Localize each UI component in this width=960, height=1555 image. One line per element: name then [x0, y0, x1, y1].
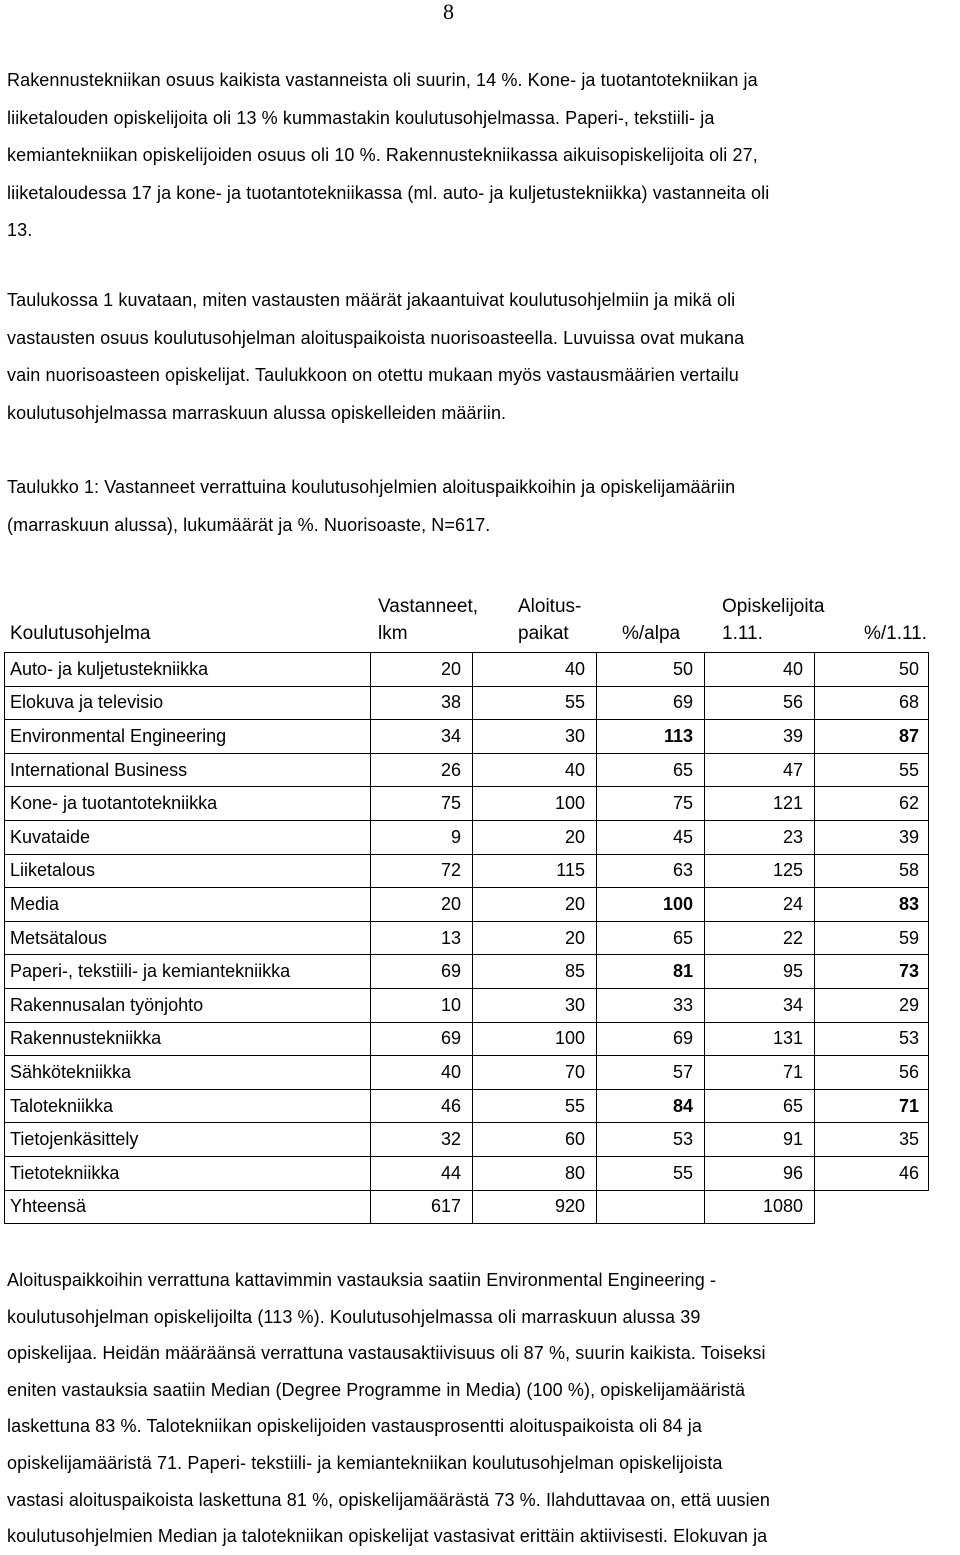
- cell-pct-places: 63: [597, 854, 705, 888]
- cell-places: 115: [473, 854, 597, 888]
- cell-pct-places: 84: [597, 1089, 705, 1123]
- cell-places: 100: [473, 787, 597, 821]
- cell-students: 23: [705, 820, 815, 854]
- table-row: [5, 720, 929, 754]
- cell-respondents: 75: [371, 787, 473, 821]
- table-row: [5, 955, 929, 989]
- cell-programme: Rakennustekniikka: [5, 1022, 371, 1056]
- cell-pct-places: 69: [597, 1022, 705, 1056]
- cell-places: 80: [473, 1156, 597, 1190]
- cell-total-pct-places: [597, 1190, 705, 1224]
- table-row: [5, 787, 929, 821]
- cell-places: 70: [473, 1056, 597, 1090]
- cell-students: 22: [705, 921, 815, 955]
- cell-pct-places: 75: [597, 787, 705, 821]
- header-respondents: [378, 593, 478, 647]
- cell-programme: Kuvataide: [5, 820, 371, 854]
- cell-pct-places: 55: [597, 1156, 705, 1190]
- text-line: koulutusohjelmassa marraskuun alussa opiskelleiden määriin.: [7, 402, 507, 423]
- text-line: kemiantekniikan opiskelijoiden osuus oli 10 %. Rakennustekniikassa aikuisopiskelijoita oli 27,: [7, 145, 758, 165]
- header-places-line1: Aloitus-: [518, 596, 582, 617]
- cell-programme: Metsätalous: [5, 921, 371, 955]
- cell-programme: Tietojenkäsittely: [5, 1123, 371, 1157]
- cell-pct-students: 83: [815, 888, 929, 922]
- table-row: [5, 1156, 929, 1190]
- cell-places: 20: [473, 820, 597, 854]
- table-total-row: [5, 1190, 929, 1224]
- cell-pct-students: 39: [815, 820, 929, 854]
- cell-pct-places: 57: [597, 1056, 705, 1090]
- cell-respondents: 32: [371, 1123, 473, 1157]
- table-row: [5, 888, 929, 922]
- paragraph-table-description: [7, 282, 947, 432]
- cell-programme: Environmental Engineering: [5, 720, 371, 754]
- cell-total-students: 1080: [705, 1190, 815, 1224]
- table-row: [5, 921, 929, 955]
- text-line: eniten vastauksia saatiin Median (Degree Programme in Media) (100 %), opiskelijamääristä: [7, 1379, 746, 1400]
- cell-students: 39: [705, 720, 815, 754]
- text-line: vastausten osuus koulutusohjelman aloituspaikoista nuorisoasteella. Luvuissa ovat mukana: [7, 327, 745, 348]
- cell-pct-students: 46: [815, 1156, 929, 1190]
- cell-respondents: 9: [371, 820, 473, 854]
- cell-pct-students: 56: [815, 1056, 929, 1090]
- table-row: [5, 988, 929, 1022]
- table-row: [5, 753, 929, 787]
- cell-students: 56: [705, 686, 815, 720]
- cell-pct-places: 45: [597, 820, 705, 854]
- cell-places: 55: [473, 686, 597, 720]
- header-students-line1: Opiskelijoita: [722, 596, 825, 617]
- text-line: Taulukko 1: Vastanneet verrattuina koulutusohjelmien aloituspaikkoihin ja opiskelijamääriin: [7, 477, 736, 497]
- cell-respondents: 40: [371, 1056, 473, 1090]
- header-programme: Koulutusohjelma: [10, 623, 151, 644]
- text-line: Taulukossa 1 kuvataan, miten vastausten määrät jakaantuivat koulutusohjelmiin ja mikä oli: [7, 290, 736, 310]
- cell-pct-students: 62: [815, 787, 929, 821]
- table-caption: [7, 469, 947, 544]
- cell-programme: Auto- ja kuljetustekniikka: [5, 653, 371, 687]
- cell-pct-places: 69: [597, 686, 705, 720]
- cell-programme: Paperi-, tekstiili- ja kemiantekniikka: [5, 955, 371, 989]
- cell-places: 20: [473, 888, 597, 922]
- text-line: 13.: [7, 220, 33, 240]
- cell-students: 125: [705, 854, 815, 888]
- cell-pct-places: 81: [597, 955, 705, 989]
- table-row: [5, 1056, 929, 1090]
- cell-places: 40: [473, 753, 597, 787]
- header-students-line2: 1.11.: [722, 623, 763, 644]
- cell-programme: Sähkötekniikka: [5, 1056, 371, 1090]
- cell-respondents: 10: [371, 988, 473, 1022]
- cell-places: 30: [473, 720, 597, 754]
- header-places-line2: paikat: [518, 623, 569, 644]
- text-line: laskettuna 83 %. Talotekniikan opiskelijoiden vastausprosentti aloituspaikoista oli 84 ja: [7, 1416, 702, 1437]
- text-line: liiketalouden opiskelijoita oli 13 % kummastakin koulutusohjelmassa. Paperi-, tekstiili- ja: [7, 107, 715, 128]
- cell-respondents: 44: [371, 1156, 473, 1190]
- cell-students: 96: [705, 1156, 815, 1190]
- paragraph-intro: [7, 62, 947, 250]
- cell-respondents: 46: [371, 1089, 473, 1123]
- header-respondents-line2: lkm: [378, 623, 408, 644]
- cell-total-places: 920: [473, 1190, 597, 1224]
- cell-total-label: Yhteensä: [5, 1190, 371, 1224]
- cell-places: 20: [473, 921, 597, 955]
- table-row: [5, 854, 929, 888]
- text-line: Aloituspaikkoihin verrattuna kattavimmin vastauksia saatiin Environmental Engineering -: [7, 1270, 717, 1290]
- header-students: [722, 593, 824, 647]
- cell-pct-students: 55: [815, 753, 929, 787]
- table-row: [5, 1089, 929, 1123]
- text-line: vain nuorisoasteen opiskelijat. Taulukkoon on otettu mukaan myös vastausmäärien vertailu: [7, 365, 739, 385]
- cell-pct-students: 71: [815, 1089, 929, 1123]
- cell-students: 91: [705, 1123, 815, 1157]
- cell-programme: Kone- ja tuotantotekniikka: [5, 787, 371, 821]
- cell-places: 55: [473, 1089, 597, 1123]
- table-header: [0, 590, 960, 650]
- cell-respondents: 13: [371, 921, 473, 955]
- cell-respondents: 26: [371, 753, 473, 787]
- cell-programme: Rakennusalan työnjohto: [5, 988, 371, 1022]
- text-line: koulutusohjelmien Median ja talotekniikan opiskelijat vastasivat erittäin aktiivisesti. Elokuvan ja: [7, 1526, 768, 1547]
- cell-programme: Talotekniikka: [5, 1089, 371, 1123]
- cell-students: 40: [705, 653, 815, 687]
- cell-students: 34: [705, 988, 815, 1022]
- cell-respondents: 38: [371, 686, 473, 720]
- text-line: vastasi aloituspaikoista laskettuna 81 %, opiskelijamäärästä 73 %. Ilahduttavaa on, että uusien: [7, 1489, 770, 1510]
- text-line: liiketaloudessa 17 ja kone- ja tuotantotekniikassa (ml. auto- ja kuljetustekniikka) vastanneita oli: [7, 182, 770, 203]
- cell-respondents: 69: [371, 955, 473, 989]
- cell-pct-students: 50: [815, 653, 929, 687]
- cell-respondents: 20: [371, 888, 473, 922]
- header-respondents-line1: Vastanneet,: [378, 596, 479, 617]
- cell-places: 100: [473, 1022, 597, 1056]
- cell-total-respondents: 617: [371, 1190, 473, 1224]
- cell-students: 71: [705, 1056, 815, 1090]
- cell-pct-students: 59: [815, 921, 929, 955]
- paragraph-analysis: [7, 1262, 947, 1555]
- text-line: (marraskuun alussa), lukumäärät ja %. Nuorisoaste, N=617.: [7, 514, 491, 535]
- cell-pct-places: 113: [597, 720, 705, 754]
- cell-pct-students: 87: [815, 720, 929, 754]
- header-places: [518, 593, 581, 647]
- cell-pct-students: 29: [815, 988, 929, 1022]
- cell-students: 95: [705, 955, 815, 989]
- text-line: Rakennustekniikan osuus kaikista vastanneista oli suurin, 14 %. Kone- ja tuotantotekniikan ja: [7, 70, 758, 90]
- cell-students: 121: [705, 787, 815, 821]
- cell-places: 60: [473, 1123, 597, 1157]
- cell-respondents: 34: [371, 720, 473, 754]
- cell-pct-students: 58: [815, 854, 929, 888]
- table-row: [5, 686, 929, 720]
- cell-pct-places: 65: [597, 921, 705, 955]
- table-row: [5, 820, 929, 854]
- cell-pct-places: 50: [597, 653, 705, 687]
- text-line: opiskelijaa. Heidän määräänsä verrattuna vastausaktiivisuus oli 87 %, suurin kaikista. Toiseksi: [7, 1343, 766, 1364]
- table-row: [5, 653, 929, 687]
- cell-students: 131: [705, 1022, 815, 1056]
- cell-programme: International Business: [5, 753, 371, 787]
- page-number: 8: [443, 0, 454, 24]
- cell-pct-students: 53: [815, 1022, 929, 1056]
- cell-students: 24: [705, 888, 815, 922]
- cell-respondents: 69: [371, 1022, 473, 1056]
- cell-pct-students: 68: [815, 686, 929, 720]
- table-row: [5, 1022, 929, 1056]
- cell-programme: Elokuva ja televisio: [5, 686, 371, 720]
- cell-pct-students: 73: [815, 955, 929, 989]
- cell-places: 40: [473, 653, 597, 687]
- results-table: [4, 652, 929, 1224]
- header-pct-places: %/alpa: [622, 623, 681, 644]
- cell-respondents: 20: [371, 653, 473, 687]
- text-line: koulutusohjelman opiskelijoilta (113 %). Koulutusohjelmassa oli marraskuun alussa 39: [7, 1306, 701, 1327]
- cell-programme: Tietotekniikka: [5, 1156, 371, 1190]
- cell-respondents: 72: [371, 854, 473, 888]
- cell-students: 65: [705, 1089, 815, 1123]
- cell-total-pct-students: [815, 1190, 929, 1224]
- cell-students: 47: [705, 753, 815, 787]
- cell-pct-places: 100: [597, 888, 705, 922]
- cell-pct-places: 65: [597, 753, 705, 787]
- cell-programme: Liiketalous: [5, 854, 371, 888]
- header-pct-students: %/1.11.: [864, 623, 928, 644]
- cell-pct-places: 33: [597, 988, 705, 1022]
- cell-pct-places: 53: [597, 1123, 705, 1157]
- text-line: opiskelijamääristä 71. Paperi- tekstiili- ja kemiantekniikan koulutusohjelman opiskelijoista: [7, 1452, 723, 1473]
- table-row: [5, 1123, 929, 1157]
- cell-pct-students: 35: [815, 1123, 929, 1157]
- cell-programme: Media: [5, 888, 371, 922]
- cell-places: 30: [473, 988, 597, 1022]
- cell-places: 85: [473, 955, 597, 989]
